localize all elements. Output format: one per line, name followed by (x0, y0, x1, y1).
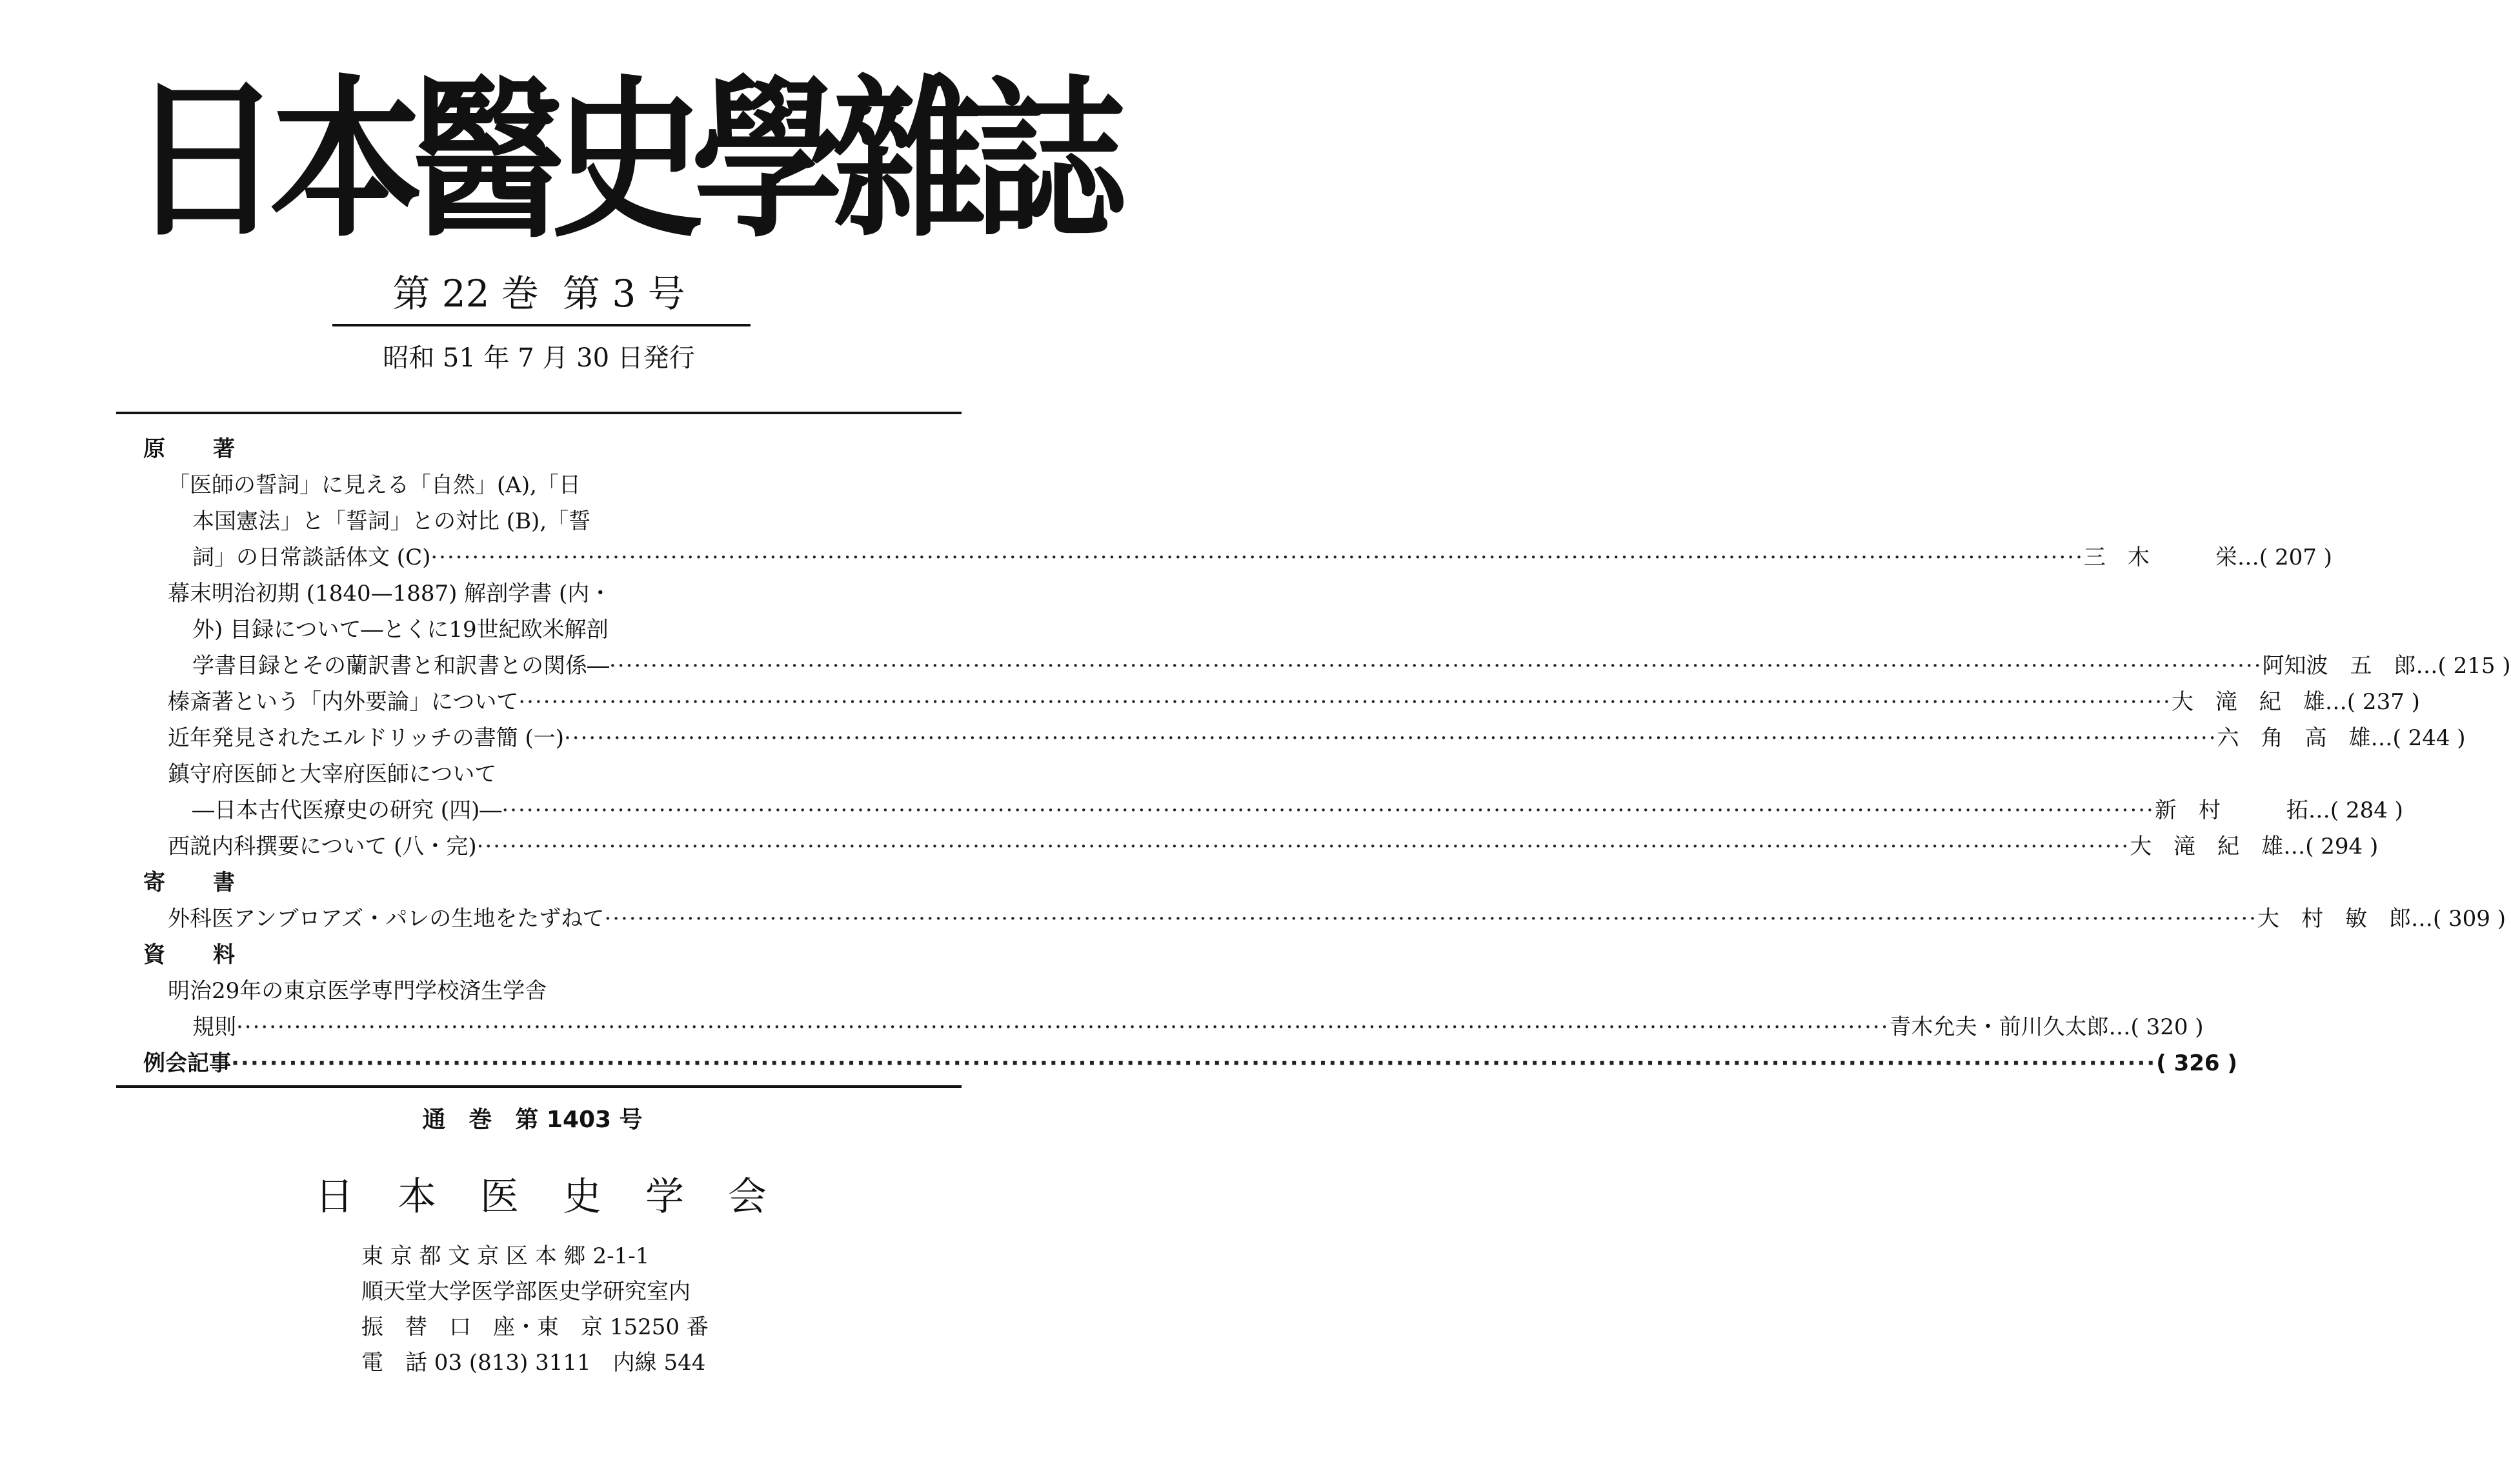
entry-final-line (143, 1045, 2237, 1081)
address-line: 東 京 都 文 京 区 本 郷 2-1-1 (361, 1243, 650, 1269)
address-line: 電 話 03 (813) 3111 内線 544 (361, 1350, 706, 1376)
entry-title-end: ―日本古代医療史の研究 (四)― (192, 797, 502, 823)
toc-entry[interactable] (143, 720, 2466, 756)
entry-title-end: 近年発見されたエルドリッチの書簡 (一) (168, 725, 564, 751)
dot-leader: ········································································································································································································ (236, 1014, 1890, 1040)
society-address (361, 1239, 749, 1381)
dot-leader: ········································································································································································································ (609, 653, 2263, 679)
journal-title: 日本醫史學雜誌 (129, 61, 1114, 261)
toc-entry[interactable] (143, 467, 2332, 576)
serial-number: 通 巻 第 1403 号 (422, 1107, 643, 1133)
entry-title-line: 幕末明治初期 (1840—1887) 解剖学書 (内・ (168, 581, 612, 607)
dot-leader: ········································································································································································································ (476, 834, 2130, 859)
entry-page: …( 237 ) (2324, 689, 2420, 715)
address-line: 順天堂大学医学部医史学研究室内 (361, 1279, 691, 1305)
toc-top-rule (116, 412, 962, 414)
entry-author: 六 角 高 雄 (2217, 725, 2371, 751)
entry-title-end: 詞」の日常談話体文 (C) (192, 545, 431, 570)
toc-entry[interactable] (143, 684, 2420, 720)
entry-final-line (143, 828, 2379, 865)
section-heading-contributions: 寄 書 (143, 870, 236, 896)
issue-number: 第 22 巻 第 3 号 (392, 272, 685, 316)
entry-author: 大 村 敏 郎 (2257, 906, 2411, 932)
dot-leader: ········································································································································································································ (563, 725, 2217, 751)
entry-author: 阿知波 五 郎 (2262, 653, 2416, 679)
entry-author: 三 木 栄 (2083, 545, 2237, 570)
entry-title-line: 外) 目録について―とくに19世紀欧米解剖 (192, 617, 609, 643)
entry-final-line (143, 684, 2420, 720)
toc-entry[interactable] (143, 901, 2506, 937)
entry-author: 大 滝 紀 雄 (2130, 834, 2284, 859)
entry-page: …( 309 ) (2410, 906, 2506, 932)
entry-page: …( 284 ) (2308, 797, 2403, 823)
entry-title-end: 榛斎著という「内外要論」について (168, 689, 519, 715)
entry-author: 新 村 拓 (2154, 797, 2308, 823)
table-of-contents (143, 431, 2511, 1081)
entry-page: …( 320 ) (2108, 1014, 2204, 1040)
toc-entry-meeting-reports[interactable] (143, 1045, 2237, 1081)
entry-final-line (143, 792, 2403, 828)
dot-leader: ········································································································································································································ (518, 689, 2172, 715)
entry-final-line (143, 901, 2506, 937)
toc-entry[interactable] (143, 973, 2204, 1045)
entry-title-end: 規則 (192, 1014, 236, 1040)
issue-underline (332, 324, 751, 326)
entry-title-line: 明治29年の東京医学専門学校済生学舎 (168, 978, 547, 1004)
entry-final-line (143, 1009, 2204, 1045)
section-heading-materials: 資 料 (143, 942, 236, 968)
entry-page: ( 326 ) (2156, 1050, 2237, 1076)
entry-title-end: 学書目録とその蘭訳書と和訳書との関係― (192, 653, 609, 679)
entry-final-line (143, 720, 2466, 756)
entry-author: 大 滝 紀 雄 (2171, 689, 2325, 715)
dot-leader: ········································································································································································································ (231, 1050, 2157, 1076)
toc-entry[interactable] (143, 576, 2511, 684)
entry-page: …( 244 ) (2370, 725, 2466, 751)
entry-page: …( 294 ) (2283, 834, 2379, 859)
entry-final-line (143, 539, 2332, 576)
entry-title-end: 外科医アンブロアズ・パレの生地をたずねて (168, 906, 605, 932)
entry-title-line: 本国憲法」と「誓詞」との対比 (B),「誓 (192, 508, 591, 534)
entry-page: …( 215 ) (2415, 653, 2511, 679)
society-name: 日 本 医 史 学 会 (315, 1174, 769, 1219)
entry-title-line: 「医師の誓詞」に見える「自然」(A),「日 (168, 472, 581, 498)
address-line: 振 替 口 座・東 京 15250 番 (361, 1314, 709, 1340)
toc-entry[interactable] (143, 828, 2379, 865)
entry-author: 青木允夫・前川久太郎 (1889, 1014, 2109, 1040)
section-heading-original-articles: 原 著 (143, 436, 236, 462)
dot-leader: ········································································································································································································ (430, 545, 2084, 570)
publication-date: 昭和 51 年 7 月 30 日発行 (383, 343, 695, 373)
entry-title-end: 西説内科撰要について (八・完) (168, 834, 477, 859)
toc-bottom-rule (116, 1085, 962, 1088)
dot-leader: ········································································································································································································ (604, 906, 2257, 932)
entry-title-end: 例会記事 (143, 1050, 231, 1076)
entry-page: …( 207 ) (2237, 545, 2332, 570)
entry-final-line (143, 648, 2511, 684)
entry-title-line: 鎮守府医師と大宰府医師について (168, 761, 497, 787)
dot-leader: ········································································································································································································ (501, 797, 2155, 823)
toc-entry[interactable] (143, 756, 2403, 828)
